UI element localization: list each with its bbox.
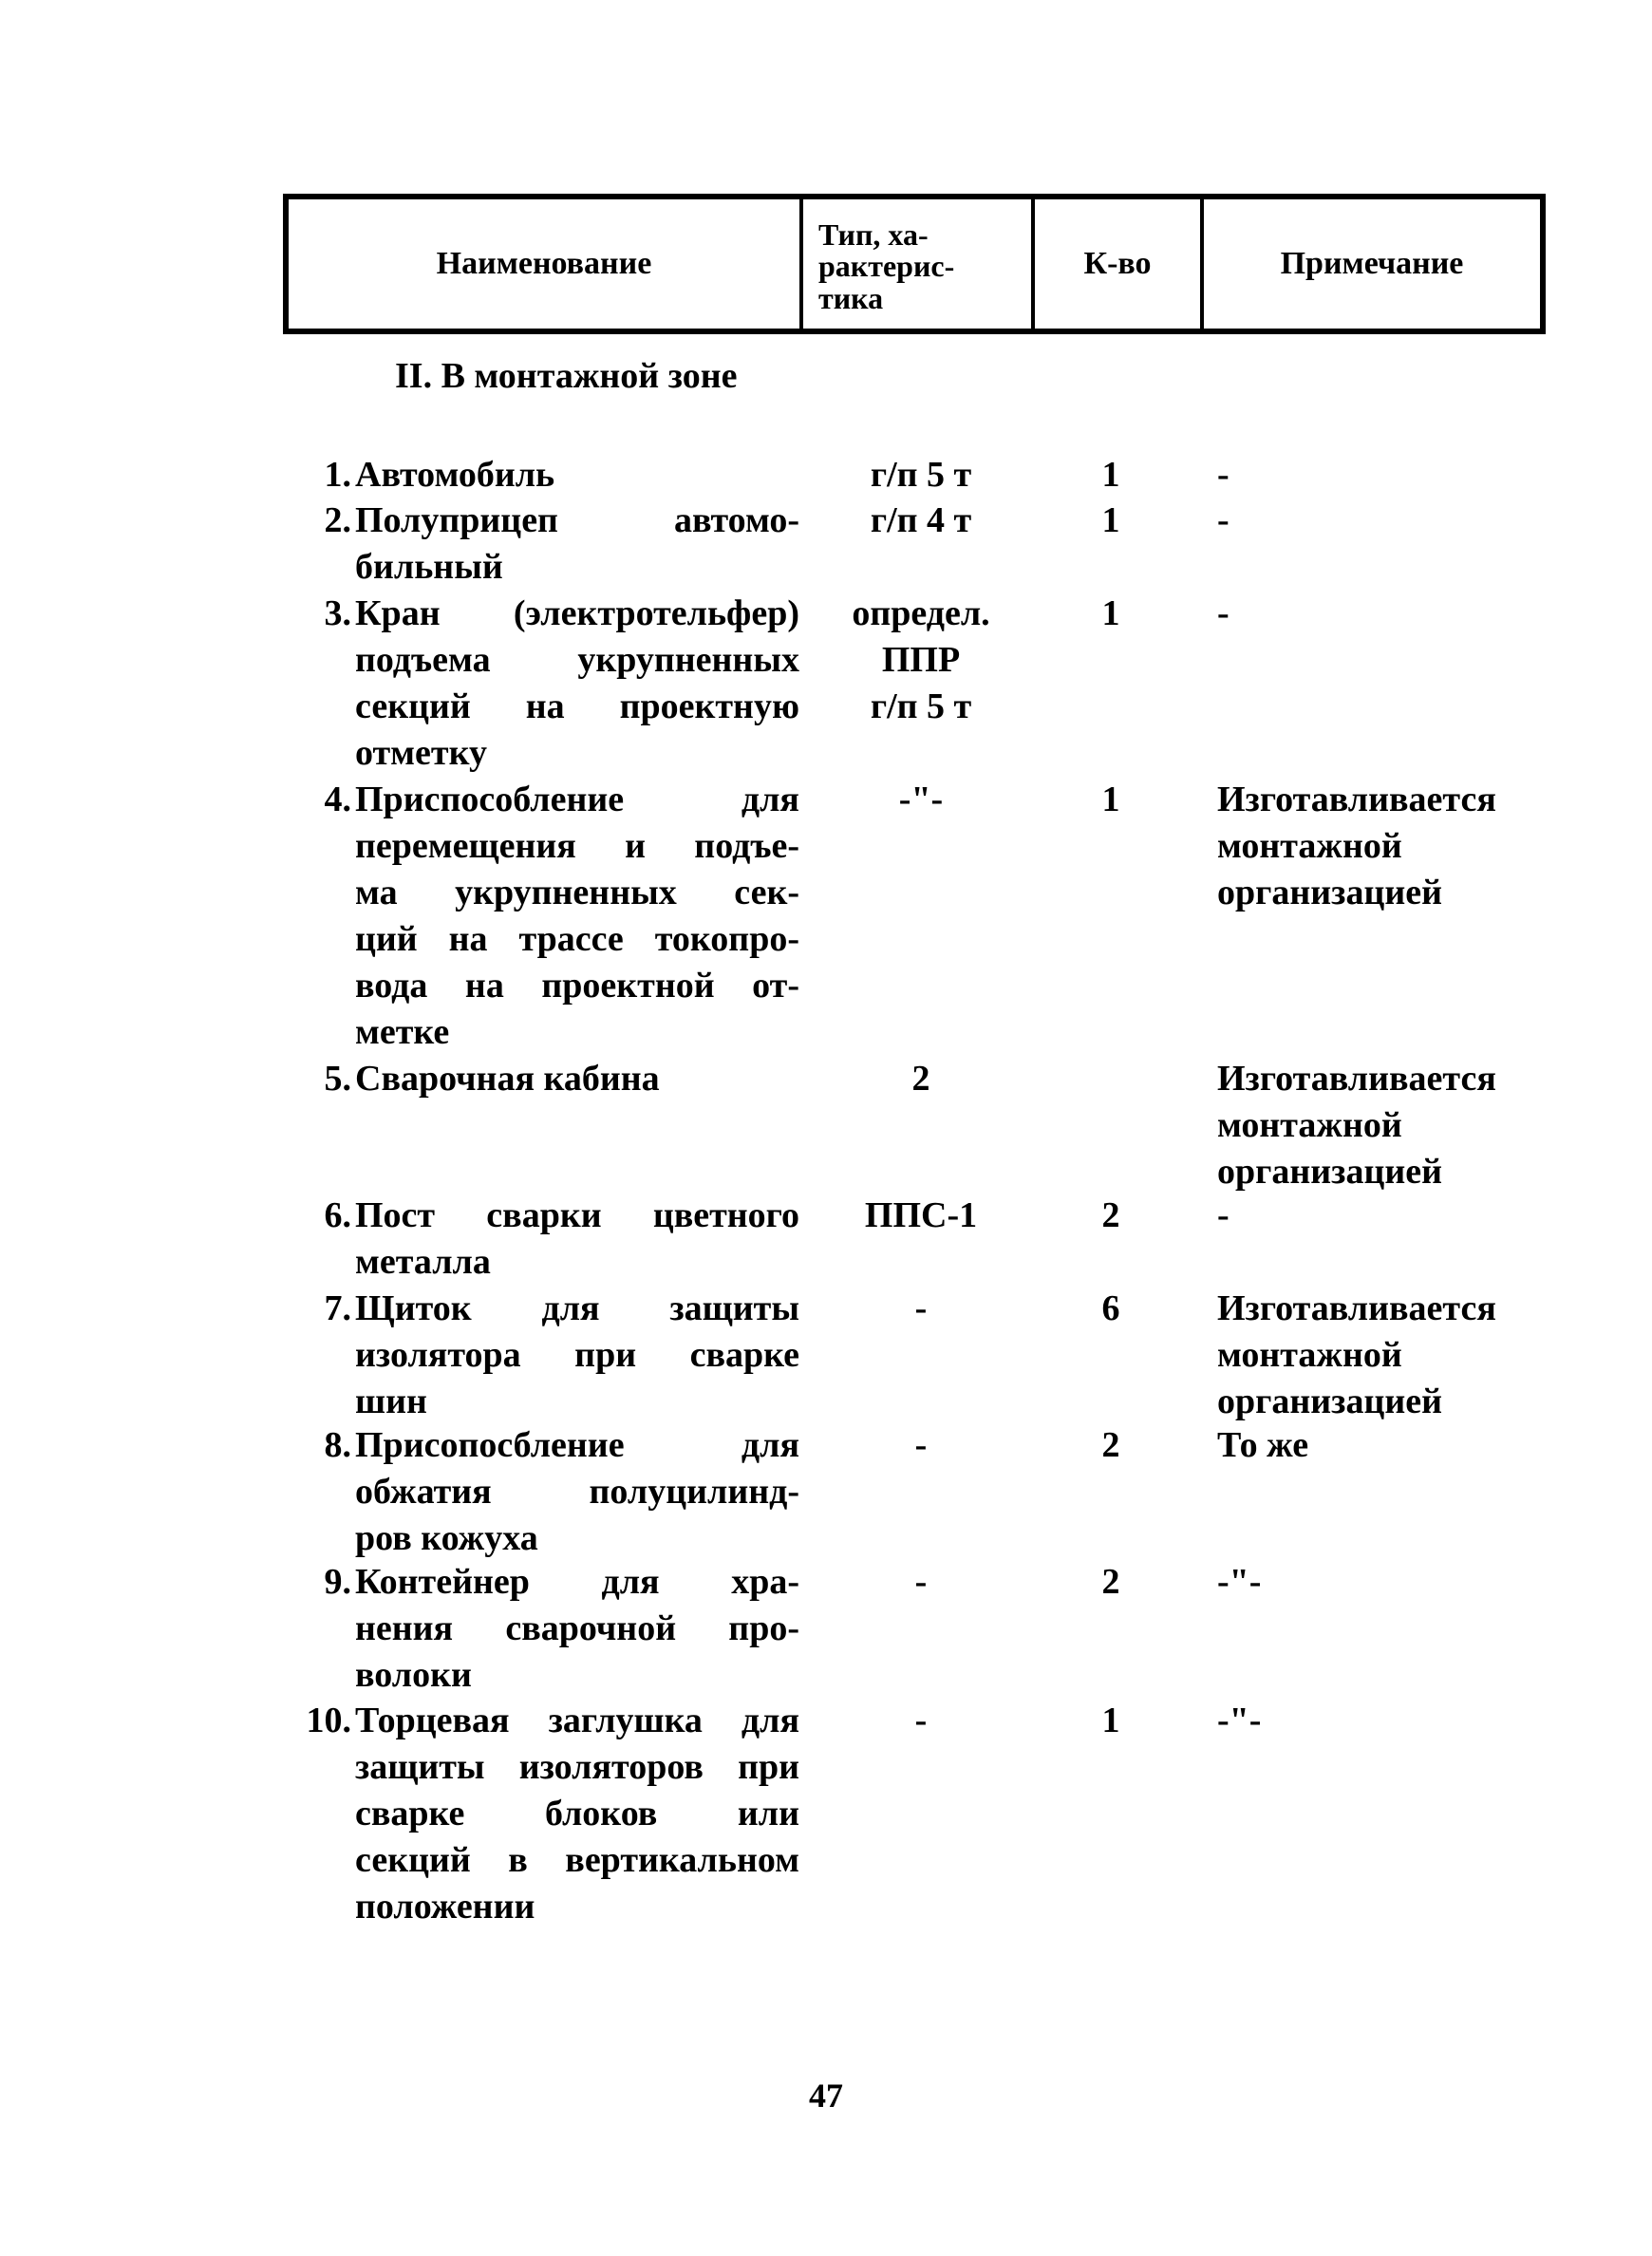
row-name-line: положении <box>355 1887 535 1927</box>
row-qty: 2 <box>1101 1195 1120 1235</box>
row-type <box>817 1056 1025 1102</box>
row-name-line: сварке блоков или <box>355 1794 799 1833</box>
row-name <box>355 591 799 777</box>
row-name-line: Торцевая заглушка для <box>355 1701 799 1740</box>
row-number: 3. <box>324 593 351 633</box>
header-qty-label: К-во <box>1083 246 1152 282</box>
row-name-line: ций на трассе токопро- <box>355 919 799 959</box>
row-name-line: ров кожуха <box>355 1518 538 1558</box>
row-note <box>1217 498 1559 544</box>
table-header <box>283 194 1546 334</box>
row-type-line: -"- <box>898 780 944 819</box>
row-type <box>817 1698 1025 1744</box>
row-type <box>817 1559 1025 1606</box>
header-type-line: Тип, ха- <box>818 216 929 252</box>
row-qty: 2 <box>1101 1562 1120 1602</box>
row-note-line: монтажной <box>1217 826 1402 866</box>
row-type-line: - <box>914 1425 928 1465</box>
row-name-line: вода на проектной от- <box>355 966 799 1006</box>
row-name-line: Полуприцеп автомо- <box>355 500 799 540</box>
row-note-line: Изготавливается <box>1217 1288 1496 1328</box>
row-name-line: подъема укрупненных <box>355 640 799 680</box>
row-note-line: монтажной <box>1217 1335 1402 1375</box>
header-name-label: Наименование <box>436 246 652 282</box>
header-name-cell <box>289 199 803 329</box>
row-note <box>1217 452 1559 498</box>
row-note-line: - <box>1217 593 1230 633</box>
row-name-line: Автомобиль <box>355 455 555 495</box>
row-qty: 6 <box>1101 1288 1120 1328</box>
row-type <box>817 777 1025 823</box>
row-type-line: 2 <box>911 1059 930 1099</box>
row-name-line: металла <box>355 1242 491 1282</box>
row-name-line: ма укрупненных сек- <box>355 873 799 912</box>
page-number: 47 <box>809 2077 843 2115</box>
row-type <box>817 1422 1025 1469</box>
row-note <box>1217 1559 1559 1606</box>
row-type-line: определ. <box>852 593 990 633</box>
section-title: II. В монтажной зоне <box>395 356 738 396</box>
row-number: 7. <box>324 1288 351 1328</box>
row-name-line: перемещения и подъе- <box>355 826 799 866</box>
header-note-cell <box>1204 199 1540 329</box>
row-note <box>1217 1422 1559 1469</box>
row-name-line: метке <box>355 1012 450 1052</box>
row-note-line: Изготавливается <box>1217 780 1496 819</box>
row-number: 5. <box>324 1059 351 1099</box>
row-name-line: Присопосбление для <box>355 1425 799 1465</box>
row-name <box>355 1698 799 1930</box>
row-name <box>355 1422 799 1562</box>
header-type-line: тика <box>818 280 884 315</box>
row-name <box>355 498 799 591</box>
row-name-line: Приспособление для <box>355 780 799 819</box>
header-note-label: Примечание <box>1280 246 1464 282</box>
row-note-line: организацией <box>1217 1152 1442 1192</box>
row-note <box>1217 777 1559 916</box>
row-name-line: Пост сварки цветного <box>355 1195 799 1235</box>
row-name-line: Сварочная кабина <box>355 1059 660 1099</box>
row-note-line: монтажной <box>1217 1105 1402 1145</box>
row-type-line: г/п 5 т <box>870 455 972 495</box>
row-qty: 1 <box>1101 455 1120 495</box>
row-name <box>355 1193 799 1286</box>
row-name <box>355 1286 799 1425</box>
row-note-line: организацией <box>1217 1382 1442 1421</box>
row-type <box>817 498 1025 544</box>
row-qty: 2 <box>1101 1425 1120 1465</box>
row-name <box>355 1559 799 1699</box>
row-name-line: секций в вертикальном <box>355 1840 799 1880</box>
row-number: 6. <box>324 1195 351 1235</box>
row-name-line: Контейнер для хра- <box>355 1562 799 1602</box>
row-note-line: организацией <box>1217 873 1442 912</box>
row-type <box>817 1286 1025 1332</box>
row-type-line: - <box>914 1562 928 1602</box>
row-type-line: - <box>914 1701 928 1740</box>
row-name-line: бильный <box>355 547 503 587</box>
header-qty-cell <box>1035 199 1204 329</box>
header-type-cell <box>803 199 1035 329</box>
row-type-line: г/п 5 т <box>870 686 972 726</box>
row-note-line: -"- <box>1217 1701 1262 1740</box>
row-note <box>1217 1056 1559 1195</box>
row-type <box>817 1193 1025 1239</box>
row-name-line: шин <box>355 1382 427 1421</box>
row-type-line: ППР <box>881 640 961 680</box>
row-note-line: -"- <box>1217 1562 1262 1602</box>
row-name <box>355 777 799 1056</box>
row-note <box>1217 591 1559 637</box>
row-name-line: изолятора при сварке <box>355 1335 799 1375</box>
row-note-line: - <box>1217 1195 1230 1235</box>
row-note-line: - <box>1217 500 1230 540</box>
row-qty: 1 <box>1101 500 1120 540</box>
row-type <box>817 452 1025 498</box>
row-qty: 1 <box>1101 1701 1120 1740</box>
row-name-line: обжатия полуцилинд- <box>355 1472 799 1512</box>
row-number: 1. <box>324 455 351 495</box>
row-qty: 1 <box>1101 593 1120 633</box>
row-number: 4. <box>324 780 351 819</box>
row-name-line: волоки <box>355 1655 472 1695</box>
row-number: 2. <box>324 500 351 540</box>
row-name-line: отметку <box>355 733 487 773</box>
row-type <box>817 591 1025 730</box>
row-note <box>1217 1286 1559 1425</box>
row-note <box>1217 1698 1559 1744</box>
row-type-line: г/п 4 т <box>870 500 972 540</box>
row-qty: 1 <box>1101 780 1120 819</box>
row-name <box>355 452 799 498</box>
row-note-line: Изготавливается <box>1217 1059 1496 1099</box>
row-note-line: То же <box>1217 1425 1309 1465</box>
row-name-line: секций на проектную <box>355 686 799 726</box>
row-note <box>1217 1193 1559 1239</box>
row-name-line: Щиток для защиты <box>355 1288 799 1328</box>
row-type-line: - <box>914 1288 928 1328</box>
row-note-line: - <box>1217 455 1230 495</box>
row-number: 8. <box>324 1425 351 1465</box>
header-type-line: рактерис- <box>818 249 955 284</box>
row-type-line: ППС-1 <box>864 1195 978 1235</box>
row-name <box>355 1056 799 1102</box>
row-number: 9. <box>324 1562 351 1602</box>
row-name-line: Кран (электротельфер) <box>355 593 799 633</box>
row-number: 10. <box>306 1701 351 1740</box>
row-name-line: защиты изоляторов при <box>355 1747 799 1787</box>
row-name-line: нения сварочной про- <box>355 1608 799 1648</box>
